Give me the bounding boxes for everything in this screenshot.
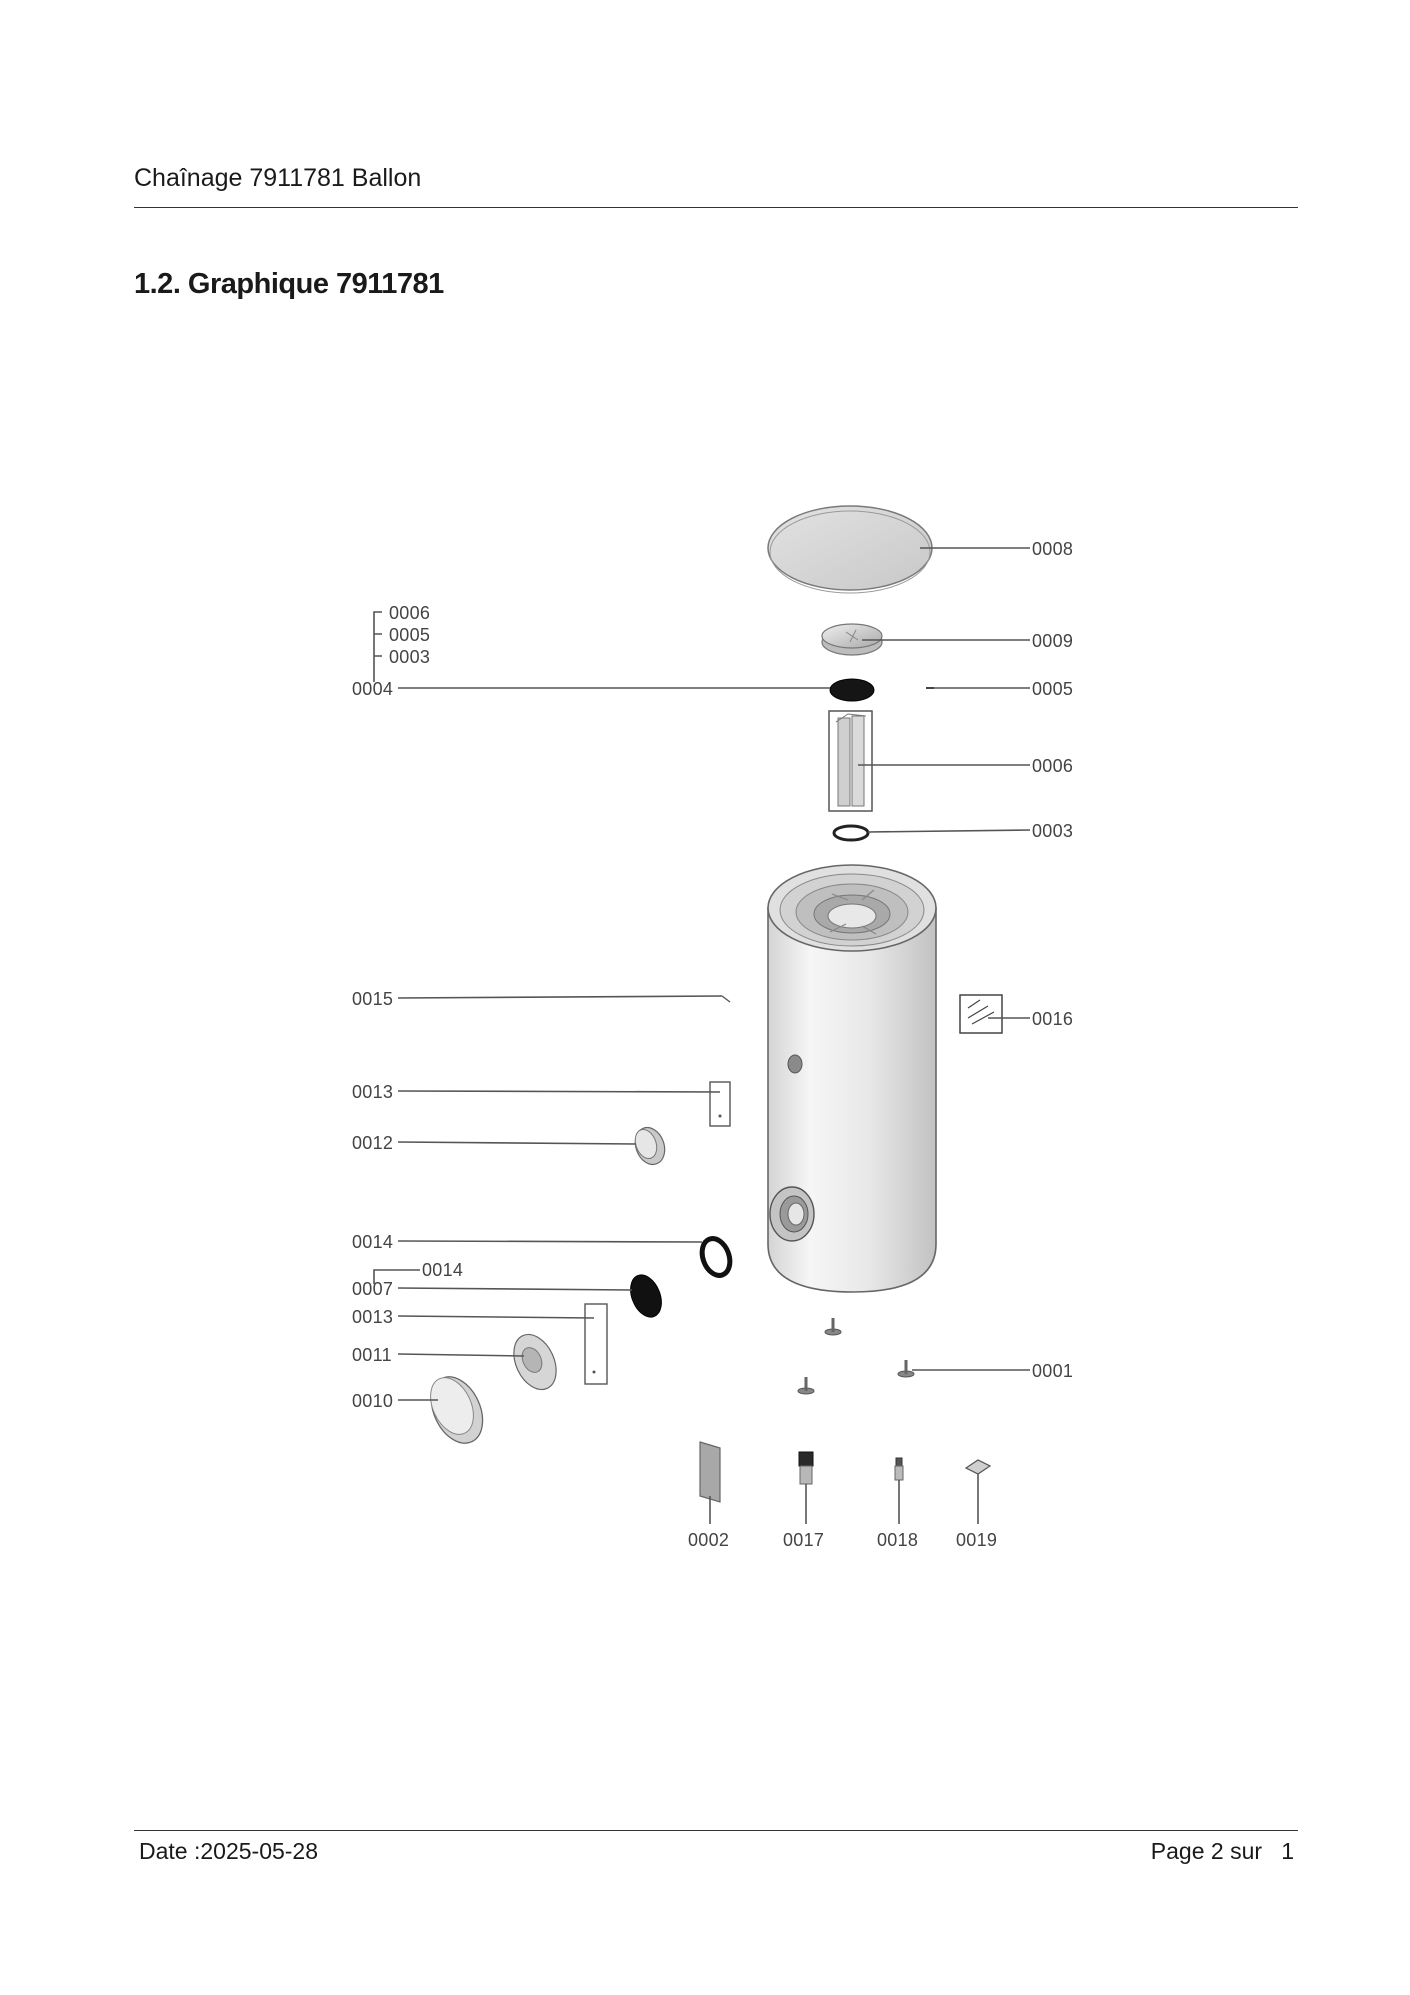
leader-0013-upper [398, 1091, 720, 1092]
part-0010-outer-cover [421, 1369, 492, 1452]
tank-body [768, 865, 936, 1292]
callout-0005-left: 0005 [389, 625, 431, 645]
part-0015-wire [722, 996, 730, 1002]
part-0002-plate [700, 1442, 720, 1502]
callout-0005-right: 0005 [1032, 679, 1074, 699]
callout-0017: 0017 [783, 1530, 825, 1550]
callout-0014-a: 0014 [352, 1232, 394, 1252]
bracket-group-left [374, 612, 382, 682]
callout-0019: 0019 [956, 1530, 998, 1550]
leader-0012 [398, 1142, 636, 1144]
part-0014-gasket-ring [697, 1235, 734, 1280]
part-0004-black-disc [830, 679, 874, 701]
callout-0004: 0004 [352, 679, 394, 699]
leader-0015 [398, 996, 722, 998]
leader-0014 [398, 1241, 702, 1242]
callout-0015: 0015 [352, 989, 394, 1009]
footer-page-number: Page 2 sur 1 [1150, 1838, 1294, 1864]
part-0017-sensor [799, 1452, 813, 1484]
footer-divider [134, 1830, 1298, 1831]
part-0012-plug [630, 1123, 669, 1168]
part-0013-lower-plate [585, 1304, 607, 1384]
callout-0014-b: 0014 [422, 1260, 464, 1280]
footer-date: Date :2025-05-28 [139, 1838, 319, 1864]
part-0001-feet [798, 1318, 914, 1394]
callout-0002: 0002 [688, 1530, 730, 1550]
callout-0013-upper: 0013 [352, 1082, 394, 1102]
section-title: 1.2. Graphique 7911781 [134, 268, 444, 300]
leader-0007 [398, 1288, 632, 1290]
callout-0010: 0010 [352, 1391, 394, 1411]
part-0003-ring [834, 826, 868, 840]
callout-0006-left: 0006 [389, 603, 431, 623]
part-0006-heating-element [829, 711, 872, 811]
callout-0006-right: 0006 [1032, 756, 1074, 776]
part-0007-black-disc [625, 1270, 667, 1321]
part-0011-flange-cover [506, 1328, 565, 1397]
callout-0008: 0008 [1032, 539, 1074, 559]
part-0013-upper-plate [710, 1082, 730, 1126]
document-header-title: Chaînage 7911781 Ballon [134, 164, 422, 192]
callout-0003-left: 0003 [389, 647, 431, 667]
part-0018-probe [895, 1458, 903, 1480]
part-0008-top-cover [768, 506, 932, 593]
callout-0011: 0011 [352, 1345, 392, 1365]
callout-0001: 0001 [1032, 1361, 1074, 1381]
leader-0011 [398, 1354, 524, 1356]
callout-0018: 0018 [877, 1530, 919, 1550]
callout-0003-right: 0003 [1032, 821, 1074, 841]
leader-0003 [868, 830, 1030, 832]
callout-0016: 0016 [1032, 1009, 1074, 1029]
callout-0012: 0012 [352, 1133, 394, 1153]
callout-0013-lower: 0013 [352, 1307, 394, 1327]
callout-0009: 0009 [1032, 631, 1074, 651]
part-0016-label [960, 995, 1002, 1033]
callout-0007: 0007 [352, 1279, 394, 1299]
leader-0013-lower [398, 1316, 594, 1318]
part-0019-clip [966, 1460, 990, 1474]
